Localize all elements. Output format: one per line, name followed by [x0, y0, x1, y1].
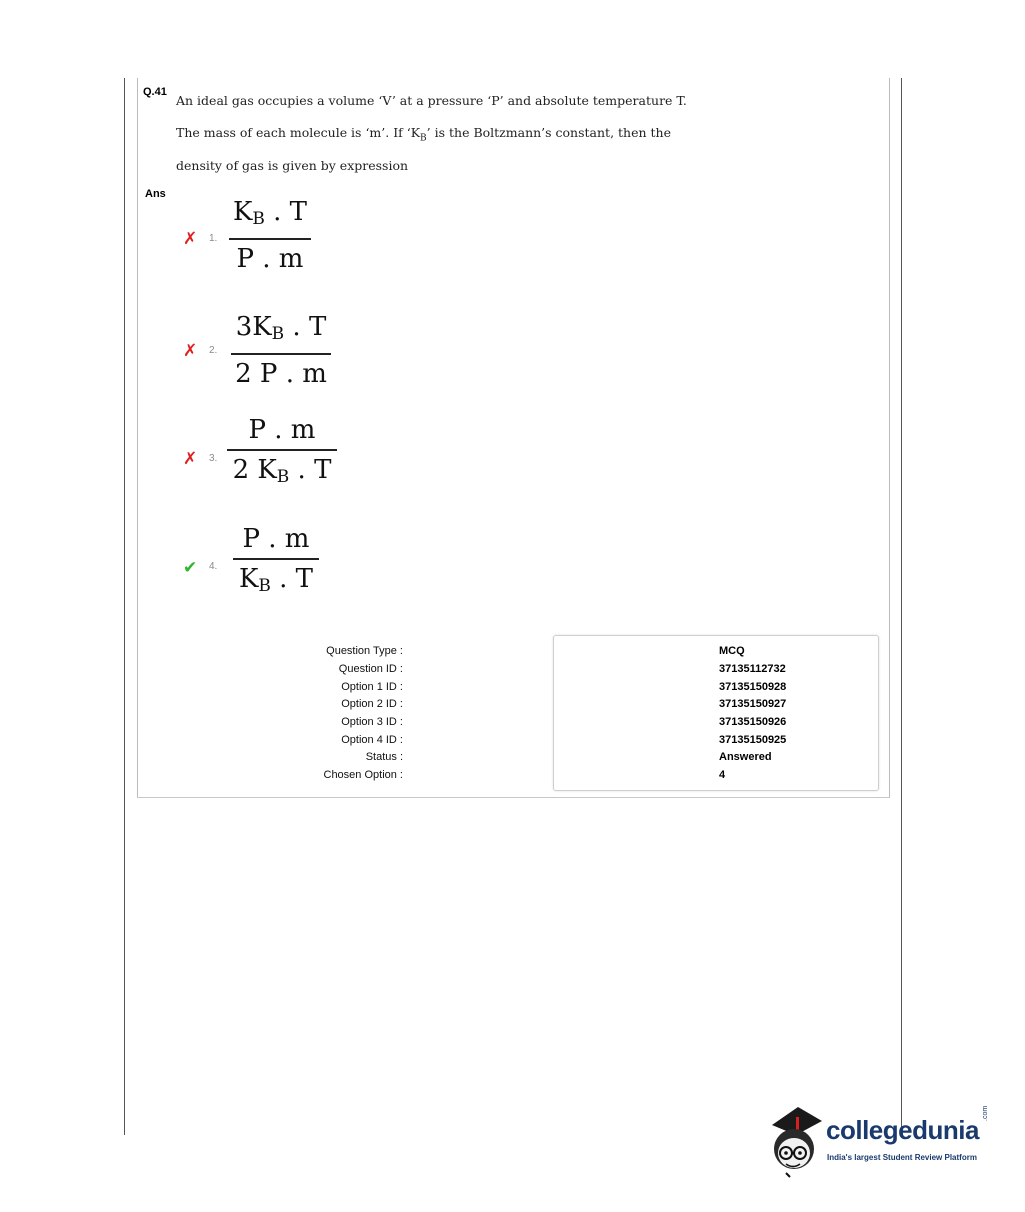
numerator: $K_B$ . T [232, 197, 308, 229]
question-number: Q.41 [143, 86, 167, 98]
answer-label: Ans [145, 188, 166, 200]
question-box-bottom [137, 797, 890, 798]
numerator: $3K_B$ . T [235, 312, 327, 344]
option-1-fraction [229, 196, 311, 275]
option-3-fraction [227, 414, 337, 493]
mascot-icon [768, 1103, 824, 1179]
cross-icon: ✗ [183, 449, 198, 468]
right-border [901, 78, 902, 1135]
option-number: 3. [209, 453, 218, 464]
numerator: P . m [242, 524, 310, 554]
option-number: 2. [209, 345, 218, 356]
option-4-fraction [233, 523, 319, 602]
denominator: P . m [236, 244, 304, 274]
fraction-bar [227, 449, 337, 451]
question-line-2: The mass of each molecule is ‘m’. If ‘$K_B$’ is the Boltzmann’s constant, then the [176, 125, 671, 144]
question-line-3: density of gas is given by expression [176, 158, 409, 173]
question-box-right [889, 78, 890, 798]
question-box-left [137, 78, 138, 798]
cross-icon: ✗ [183, 341, 198, 360]
option-number: 1. [209, 233, 218, 244]
numerator: P . m [248, 415, 316, 445]
option-number: 4. [209, 561, 218, 572]
logo-wordmark: collegedunia [826, 1115, 979, 1145]
denominator: 2 $K_B$ . T [232, 455, 332, 487]
collegedunia-logo[interactable] [768, 1103, 998, 1183]
question-line-1: An ideal gas occupies a volume ‘V’ at a pressure ‘P’ and absolute temperature T. [176, 93, 687, 108]
left-border [124, 78, 125, 1135]
option-2-fraction [231, 311, 331, 390]
logo-tagline: India's largest Student Review Platform [827, 1153, 977, 1162]
question-info-panel: Question Type : MCQ Question ID : 37135112732 Option 1 ID : 37135150928 Option 2 ID : 37135150927 Option 3 ID : 37135150926 Option 4 ID : 37135150925 Status : Answered Chosen Option : 4 [553, 635, 879, 791]
fraction-bar [231, 353, 331, 355]
denominator: 2 P . m [235, 359, 327, 389]
denominator: $K_B$ . T [238, 564, 314, 596]
fraction-bar [233, 558, 319, 560]
fraction-bar [229, 238, 311, 240]
check-icon: ✔ [183, 558, 198, 577]
logo-suffix: .com [982, 1105, 989, 1121]
cross-icon: ✗ [183, 229, 198, 248]
